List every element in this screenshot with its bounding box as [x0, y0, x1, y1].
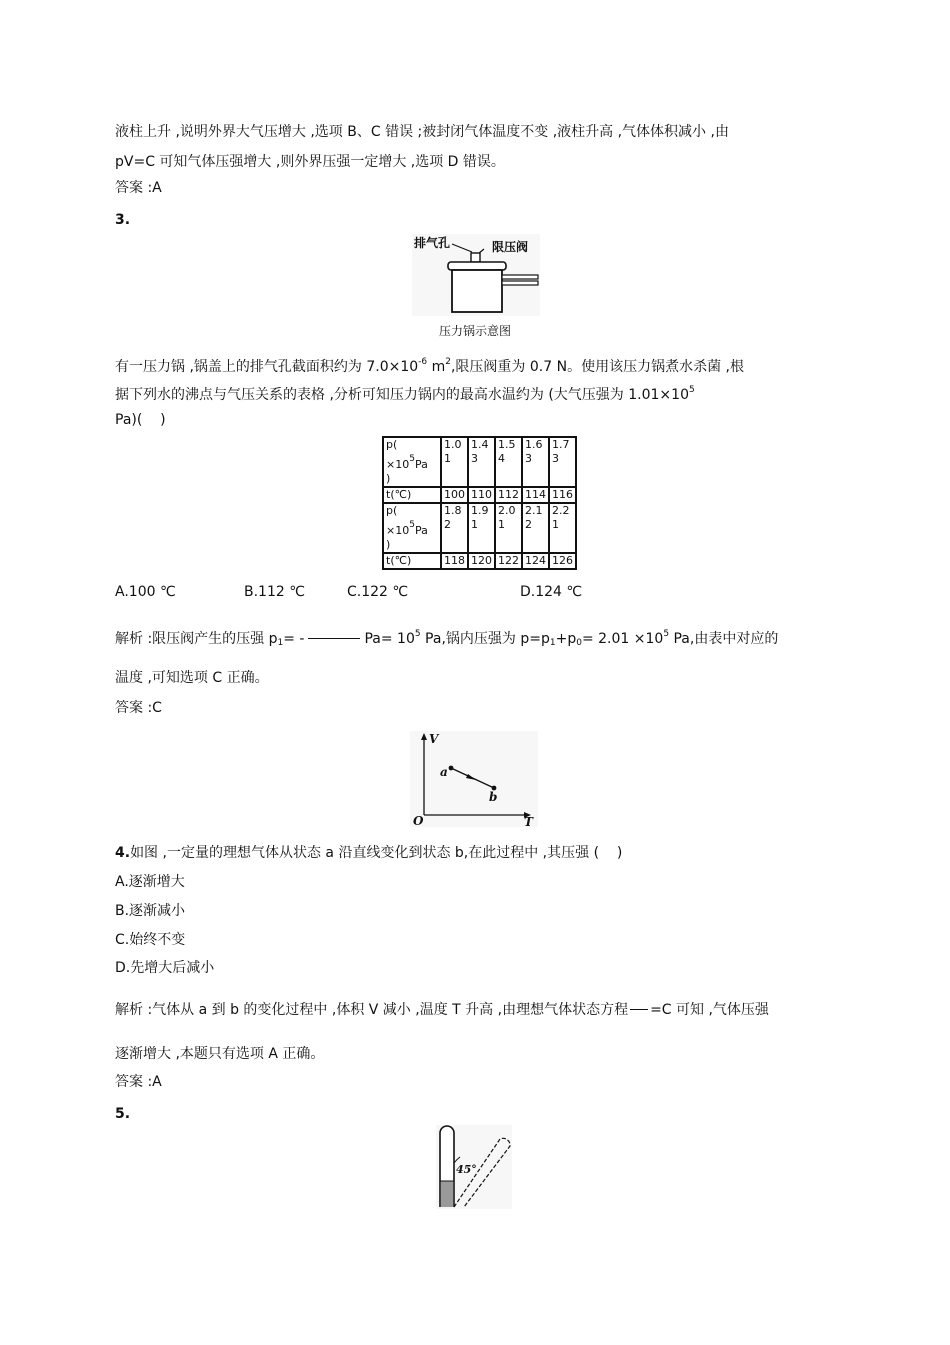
q3-stem-line-1: 有一压力锅 ,锅盖上的排气孔截面积约为 $7.0\times 10^{-6}$ $m^2$,限压阀重为 0.7 N。使用该压力锅煮水杀菌 ,根	[115, 357, 744, 375]
prev-answer: 答案 :A	[115, 180, 162, 196]
table-cell: 114	[522, 487, 549, 503]
table-cell: 112	[495, 487, 522, 503]
pressure-header-cell: $p( \times 10^5Pa$ )	[383, 503, 441, 553]
table-cell: 126	[549, 553, 576, 569]
table-cell: 2.2 1	[549, 503, 576, 553]
q4-option-d: D.先增大后减小	[115, 960, 215, 976]
q4-option-a: A.逐渐增大	[115, 874, 185, 890]
table-cell: 122	[495, 553, 522, 569]
table-cell: 116	[549, 487, 576, 503]
fraction-bar	[308, 638, 360, 639]
table-cell: 2.1 2	[522, 503, 549, 553]
q4-stem: 4.如图 ,一定量的理想气体从状态 a 沿直线变化到状态 b,在此过程中 ,其压强 ( )	[115, 845, 623, 861]
temperature-header-cell: t(℃)	[383, 487, 441, 503]
q3-stem-line-3: Pa)( )	[115, 412, 166, 428]
table-cell: 120	[468, 553, 495, 569]
table-cell: 100	[441, 487, 468, 503]
table-row	[383, 487, 576, 503]
origin-label: O	[413, 814, 424, 827]
q3-option-b: B.112 ℃	[244, 584, 305, 600]
q3-analysis-line-1: 解析 :限压阀产生的压强 $p_1= - Pa= 10^5$ Pa,锅内压强为 $p=p_1+p_0= 2.01 \times 10^5$ Pa,由表中对应的	[115, 629, 779, 648]
table-cell: 110	[468, 487, 495, 503]
tilted-tube-figure	[436, 1125, 512, 1209]
q4-analysis-line-1: 解析 :气体从 a 到 b 的变化过程中 ,体积 V 减小 ,温度 T 升高 ,由理想气体状态方程 =C 可知 ,气体压强	[115, 1002, 769, 1018]
table-cell: 1.4 3	[468, 437, 495, 487]
boiling-point-table	[382, 436, 577, 570]
temperature-header-cell: t(℃)	[383, 553, 441, 569]
vt-graph-figure	[410, 731, 538, 827]
angle-label: 45°	[456, 1163, 477, 1176]
state-b-label: b	[489, 790, 498, 804]
q4-answer: 答案 :A	[115, 1074, 162, 1090]
table-row	[383, 437, 576, 487]
fraction-bar	[630, 1009, 648, 1010]
prev-line-2: pV=C 可知气体压强增大 ,则外界压强一定增大 ,选项 D 错误。	[115, 154, 505, 170]
q3-stem-line-2: 据下列水的沸点与气压关系的表格 ,分析可知压力锅内的最高水温约为 (大气压强为 $1.01\times 10^5$	[115, 385, 695, 403]
q4-option-b: B.逐渐减小	[115, 903, 186, 919]
t-axis-label: T	[524, 815, 533, 827]
pressure-cooker-caption: 压力锅示意图	[438, 324, 511, 338]
v-axis-label: V	[429, 732, 439, 746]
q3-option-a: A.100 ℃	[115, 584, 176, 600]
table-cell: 1.0 1	[441, 437, 468, 487]
pressure-cooker-figure	[412, 234, 540, 316]
table-row	[383, 553, 576, 569]
table-cell: 1.8 2	[441, 503, 468, 553]
q3-option-c: C.122 ℃	[347, 584, 409, 600]
exhaust-hole-label: 排气孔	[414, 236, 451, 250]
table-cell: 1.9 1	[468, 503, 495, 553]
q3-number: 3.	[115, 212, 131, 228]
state-a-label: a	[440, 765, 448, 779]
q3-analysis-line-2: 温度 ,可知选项 C 正确。	[115, 670, 269, 686]
q5-number: 5.	[115, 1106, 131, 1122]
table-row	[383, 503, 576, 553]
prev-line-1: 液柱上升 ,说明外界大气压增大 ,选项 B、C 错误 ;被封闭气体温度不变 ,液柱升高 ,气体体积减小 ,由	[115, 124, 729, 140]
q4-analysis-line-2: 逐渐增大 ,本题只有选项 A 正确。	[115, 1046, 325, 1062]
pressure-header-cell: $p( \times 10^5Pa$ )	[383, 437, 441, 487]
table-cell: 118	[441, 553, 468, 569]
table-cell: 1.7 3	[549, 437, 576, 487]
q3-option-d: D.124 ℃	[520, 584, 583, 600]
table-cell: 2.0 1	[495, 503, 522, 553]
q4-option-c: C.始终不变	[115, 932, 186, 948]
table-cell: 1.6 3	[522, 437, 549, 487]
table-cell: 124	[522, 553, 549, 569]
q3-answer: 答案 :C	[115, 700, 162, 716]
table-cell: 1.5 4	[495, 437, 522, 487]
pressure-valve-label: 限压阀	[492, 240, 529, 254]
